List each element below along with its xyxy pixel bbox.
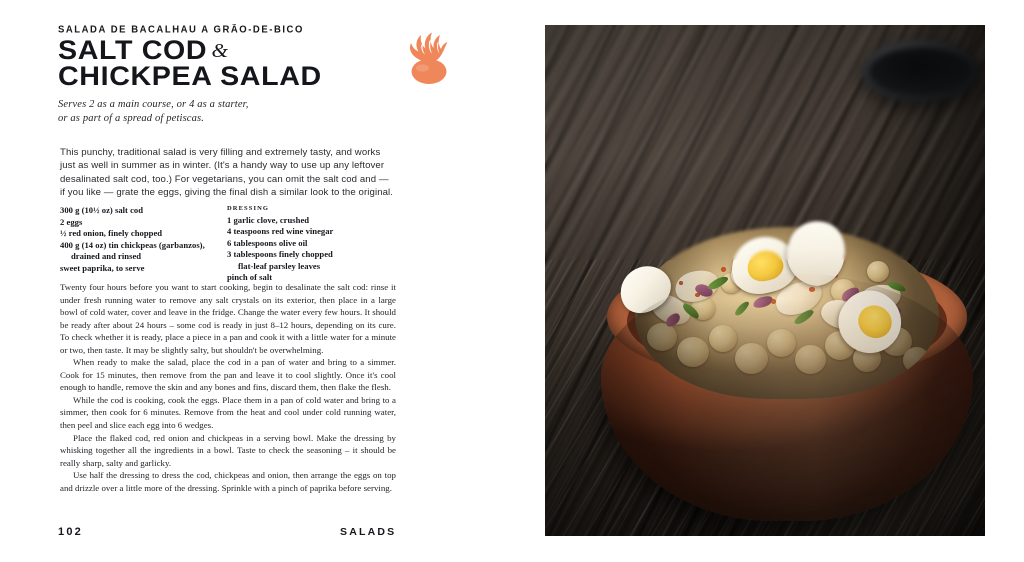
dressing-ingredient-item: 6 tablespoons olive oil — [227, 237, 308, 248]
ingredients-section — [60, 205, 396, 284]
recipe-title-line-2: CHICKPEA SALAD — [58, 61, 322, 91]
method-step: While the cod is cooking, cook the eggs. Place them in a pan of cold water and bring to a simmer, then cook for 6 minutes. Remove from the heat and cool under cold running water, then peel and slice each egg into 6 wedges. — [60, 394, 396, 431]
recipe-title-text-1: SALT COD — [58, 35, 208, 65]
ingredient-item: ½ red onion, finely chopped — [60, 228, 163, 239]
method-step: Twenty four hours before you want to start cooking, begin to desalinate the salt cod: rinse it under fresh running water to remove any salt crystals on its exterior, then place in a large bowl of cold water, cover and leave in the fridge. Change the water every few hours. It should be ready after about 24 hours – some cod is ready in just 8–12 hours, depending on its cure. To check whether it is ready, place a piece in a pan and cook it with a little water for a minute or two, then taste. It may be slightly salty, but shouldn't be overwhelming. — [60, 282, 396, 355]
dressing-ingredient-item-continuation: flat-leaf parsley leaves — [238, 260, 321, 271]
dressing-ingredient-item: pinch of salt — [227, 272, 273, 283]
ingredient-item: 400 g (14 oz) tin chickpeas (garbanzos), — [60, 239, 205, 250]
section-name: SALADS — [340, 526, 397, 538]
ingredients-main-column — [60, 205, 227, 284]
method-step: When ready to make the salad, place the cod in a pan of water and bring to a simmer. Cook for 15 minutes, then remove from the pan and leave it to cool slightly. Once it's cool enough to handle, remove the skin and any bones and fins, discard them, then flake the flesh. — [60, 357, 396, 393]
page-number: 102 — [58, 526, 83, 538]
ingredients-dressing-column — [227, 205, 396, 284]
ampersand-glyph: & — [211, 40, 228, 62]
dressing-ingredient-item: 4 teaspoons red wine vinegar — [227, 226, 334, 237]
page-title — [58, 35, 408, 91]
dressing-ingredient-item: 1 garlic clove, crushed — [227, 214, 310, 225]
recipe-photograph — [545, 25, 985, 536]
serves-line-2: or as part of a spread of petiscas. — [58, 112, 205, 124]
ingredients-main-list — [60, 205, 227, 275]
terracotta-bowl — [601, 243, 973, 536]
ingredient-item-continuation: drained and rinsed — [71, 251, 142, 262]
dressing-heading: DRESSING — [227, 205, 270, 212]
ingredients-dressing-list — [227, 215, 396, 285]
ingredient-item: 2 eggs — [60, 216, 83, 227]
serves-note — [58, 98, 358, 125]
recipe-kicker-portuguese-title: SALADA DE BACALHAU A GRÃO-DE-BICO — [58, 24, 304, 36]
ingredient-item: sweet paprika, to serve — [60, 262, 145, 273]
right-page — [512, 0, 1024, 562]
recipe-intro-paragraph: This punchy, traditional salad is very filling and extremely tasty, and works just as well in summer as in winter. (It's a handy way to use up any leftover desalinated salt cod, too.) For vegetarians, you can omit the salt cod and — if you like — grate the eggs, giving the final dish a similar look to the original. — [60, 146, 394, 199]
method-step: Use half the dressing to dress the cod, chickpeas and onion, then arrange the eggs on top and drizzle over a little more of the dressing. Sprinkle with a pinch of paprika before serving. — [60, 470, 396, 493]
method-section — [60, 281, 396, 494]
method-step: Place the flaked cod, red onion and chickpeas in a serving bowl. Make the dressing by whisking together all the ingredients in a bowl. Taste to check the seasoning – it should be really sharp, salty and garlicky. — [60, 432, 396, 468]
bowl-shading — [601, 273, 973, 521]
dressing-ingredient-item: 3 tablespoons finely chopped — [227, 249, 333, 260]
ingredient-item: 300 g (10½ oz) salt cod — [60, 205, 144, 215]
bowl-with-steam-icon — [398, 24, 460, 88]
serves-line-1: Serves 2 as a main course, or 4 as a starter, — [58, 99, 249, 110]
recipe-header — [58, 24, 388, 125]
